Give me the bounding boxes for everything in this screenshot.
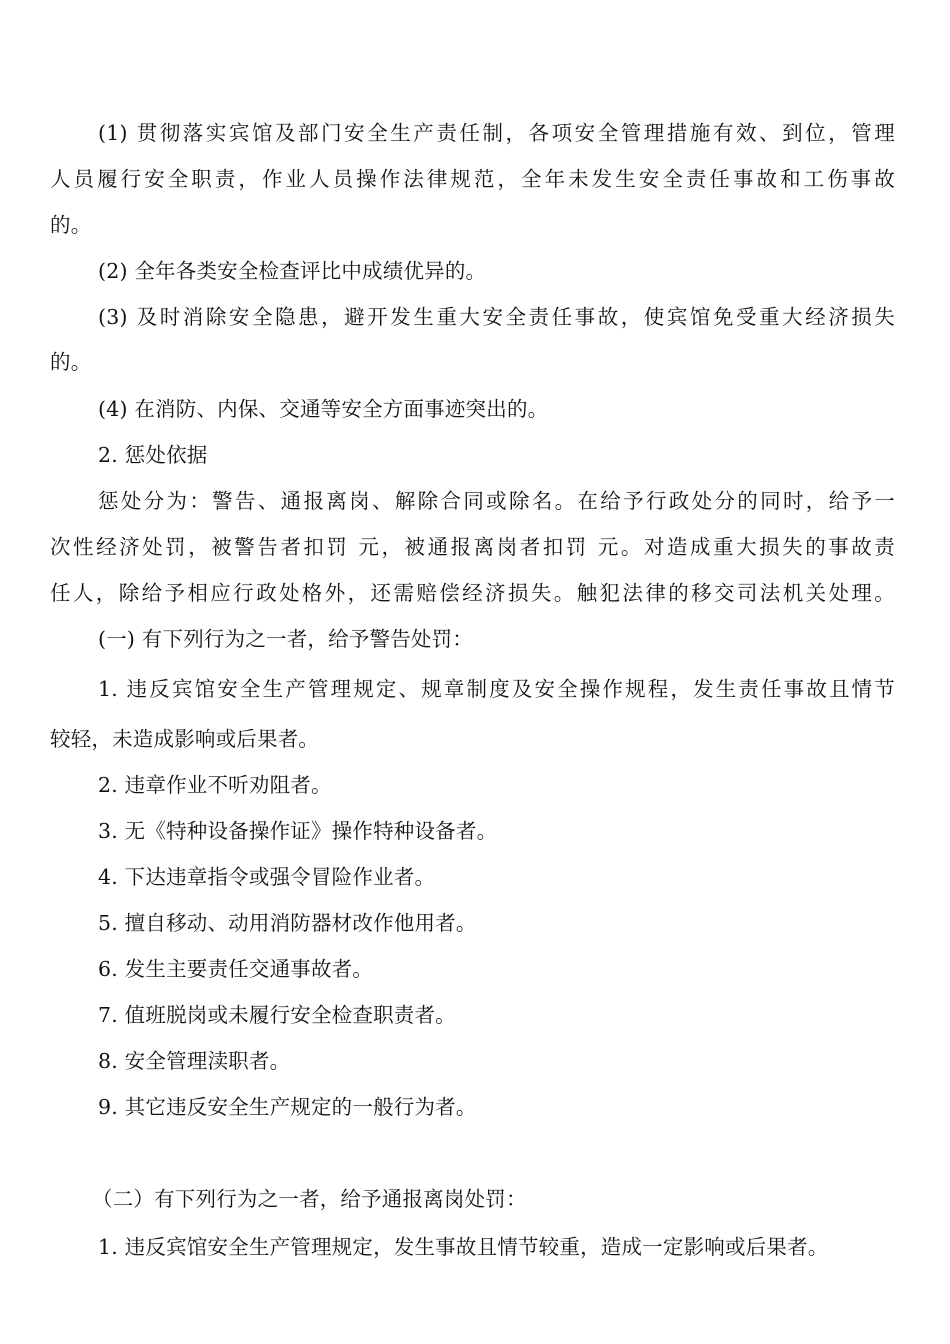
list-item: 6. 发生主要责任交通事故者。: [98, 957, 374, 981]
list-item: 9. 其它违反安全生产规定的一般行为者。: [98, 1095, 477, 1119]
list-item: 2. 违章作业不听劝阻者。: [98, 773, 332, 797]
list-item: 3. 无《特种设备操作证》操作特种设备者。: [98, 819, 498, 843]
list-item: 7. 值班脱岗或未履行安全检查职责者。: [98, 1003, 456, 1027]
section-heading: 2. 惩处依据: [98, 443, 208, 467]
paragraph-line: 任人，除给予相应行政处格外，还需赔偿经济损失。触犯法律的移交司法机关处理。: [50, 581, 895, 605]
paragraph-line: 的。: [50, 213, 92, 237]
paragraph-line: (4) 在消防、内保、交通等安全方面事迹突出的。: [98, 397, 549, 421]
paragraph-line: (2) 全年各类安全检查评比中成绩优异的。: [98, 259, 487, 283]
paragraph-line: 人员履行安全职责，作业人员操作法律规范，全年未发生安全责任事故和工伤事故: [50, 167, 895, 191]
paragraph-line: 惩处分为：警告、通报离岗、解除合同或除名。在给予行政处分的同时，给予一: [98, 489, 895, 513]
list-item: 1. 违反宾馆安全生产管理规定，发生事故且情节较重，造成一定影响或后果者。: [98, 1235, 829, 1259]
subsection-heading: （二）有下列行为之一者，给予通报离岗处罚：: [92, 1187, 527, 1211]
list-item: 8. 安全管理渎职者。: [98, 1049, 291, 1073]
list-item-continuation: 较轻，未造成影响或后果者。: [50, 727, 320, 751]
paragraph-line: (3) 及时消除安全隐患，避开发生重大安全责任事故，使宾馆免受重大经济损失: [98, 305, 895, 329]
list-item: 1. 违反宾馆安全生产管理规定、规章制度及安全操作规程，发生责任事故且情节: [98, 677, 895, 701]
subsection-heading: (一) 有下列行为之一者，给予警告处罚：: [98, 627, 474, 651]
list-item: 5. 擅自移动、动用消防器材改作他用者。: [98, 911, 477, 935]
paragraph-line: (1) 贯彻落实宾馆及部门安全生产责任制，各项安全管理措施有效、到位，管理: [98, 121, 895, 145]
list-item: 4. 下达违章指令或强令冒险作业者。: [98, 865, 436, 889]
paragraph-line: 次性经济处罚，被警告者扣罚 元，被通报离岗者扣罚 元。对造成重大损失的事故责: [50, 535, 895, 559]
paragraph-line: 的。: [50, 350, 92, 374]
